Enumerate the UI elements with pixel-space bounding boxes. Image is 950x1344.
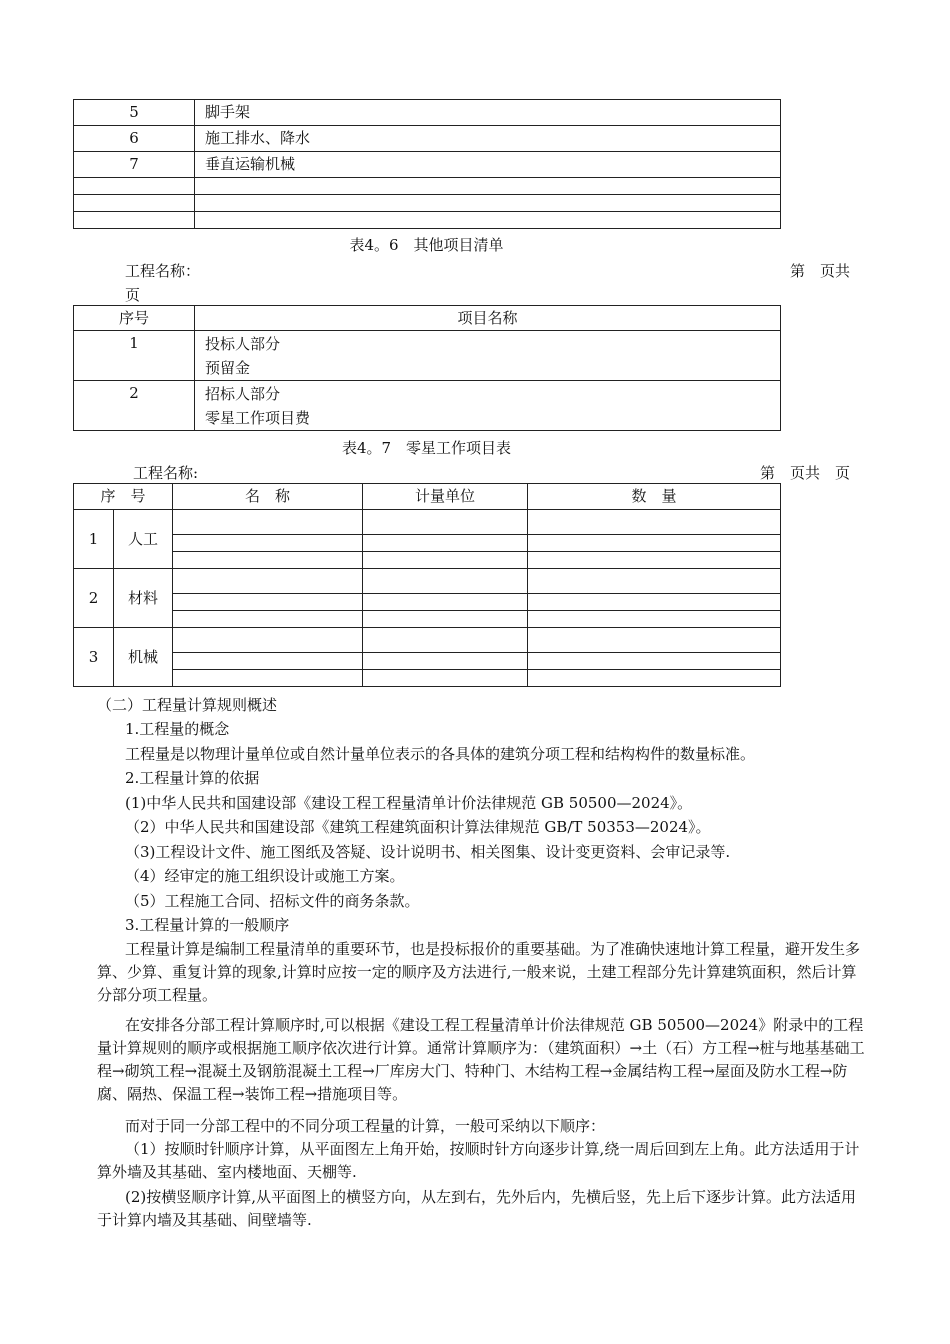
basis-item: （3)工程设计文件、施工图纸及答疑、设计说明书、相关图集、设计变更资料、会审记录等. bbox=[125, 843, 731, 861]
misc-work-table bbox=[73, 483, 781, 687]
row-name bbox=[195, 212, 781, 229]
basis-item: （4）经审定的施工组织设计或施工方案。 bbox=[125, 867, 405, 885]
table-caption-4-6: 表4。6 其他项目清单 bbox=[349, 236, 504, 254]
project-name-label: 工程名称： bbox=[125, 262, 201, 280]
name-cell bbox=[173, 670, 363, 687]
table-row bbox=[74, 152, 781, 178]
name-cell bbox=[173, 594, 363, 611]
name-cell bbox=[173, 653, 363, 670]
row-name bbox=[195, 381, 781, 431]
table-row bbox=[74, 212, 781, 229]
quantity-cell bbox=[528, 653, 781, 670]
unit-cell bbox=[363, 552, 528, 569]
table-header-row bbox=[74, 484, 781, 510]
row-line: 招标人部分 bbox=[205, 384, 281, 403]
header-number: 序 号 bbox=[74, 484, 173, 510]
row-name: 施工排水、降水 bbox=[195, 126, 781, 152]
paragraph-clockwise: （1）按顺时针顺序计算，从平面图左上角开始，按顺时针方向逐步计算,绕一周后回到左上角。此方法适用于计算外墙及其基础、室内楼地面、天棚等. bbox=[97, 1140, 860, 1181]
row-line: 零星工作项目费 bbox=[205, 408, 311, 427]
name-cell bbox=[173, 628, 363, 653]
page-number-label: 第 页共 bbox=[790, 262, 851, 280]
unit-cell bbox=[363, 611, 528, 628]
table-row bbox=[74, 195, 781, 212]
other-items-table bbox=[73, 305, 781, 431]
group-number: 2 bbox=[74, 569, 114, 628]
quantity-cell bbox=[528, 670, 781, 687]
row-number: 5 bbox=[74, 100, 195, 126]
row-number: 2 bbox=[74, 381, 195, 431]
table-row bbox=[74, 510, 781, 535]
table-row bbox=[74, 670, 781, 687]
row-number: 7 bbox=[74, 152, 195, 178]
table-row bbox=[74, 100, 781, 126]
row-number: 1 bbox=[74, 331, 195, 381]
paragraph-calc-sequence: 在安排各分部工程计算顺序时,可以根据《建设工程工程量清单计价法律规范 GB 50500—2024》附录中的工程量计算规则的顺序或根据施工顺序依次进行计算。通常计算顺序为：（建筑面积）→土（石）方工程→桩与地基基础工程→砌筑工程→混凝土及钢筋混凝土工程→厂库房大门、特种门、木结构工程→金属结构工程→屋面及防水工程→防腐、隔热、保温工程→装饰工程→措施项目等。 bbox=[97, 1016, 865, 1103]
measures-table bbox=[73, 99, 781, 229]
quantity-cell bbox=[528, 510, 781, 535]
table-row bbox=[74, 331, 781, 381]
header-number: 序号 bbox=[74, 306, 195, 331]
quantity-cell bbox=[528, 535, 781, 552]
table-row bbox=[74, 535, 781, 552]
unit-cell bbox=[363, 628, 528, 653]
table-row bbox=[74, 569, 781, 594]
page-number-label-tail: 页 bbox=[125, 286, 141, 304]
row-number: 6 bbox=[74, 126, 195, 152]
table-header-row bbox=[74, 306, 781, 331]
paragraph-horizontal-vertical: (2)按横竖顺序计算,从平面图上的横竖方向，从左到右，先外后内，先横后竖，先上后下逐步计算。此方法适用于计算内墙及其基础、间壁墙等. bbox=[97, 1188, 857, 1229]
row-number bbox=[74, 178, 195, 195]
basis-item: （2）中华人民共和国建设部《建筑工程建筑面积计算法律规范 GB/T 50353—2024》。 bbox=[125, 818, 711, 836]
row-name: 脚手架 bbox=[195, 100, 781, 126]
row-number bbox=[74, 195, 195, 212]
table-row bbox=[74, 594, 781, 611]
group-number: 1 bbox=[74, 510, 114, 569]
group-label: 材料 bbox=[114, 569, 173, 628]
unit-cell bbox=[363, 510, 528, 535]
basis-item: (1)中华人民共和国建设部《建设工程工程量清单计价法律规范 GB 50500—2024》。 bbox=[125, 794, 693, 812]
row-line: 预留金 bbox=[205, 358, 251, 377]
table-row bbox=[74, 611, 781, 628]
table-row bbox=[74, 126, 781, 152]
header-name: 项目名称 bbox=[195, 306, 781, 331]
table-row bbox=[74, 653, 781, 670]
table-row bbox=[74, 381, 781, 431]
unit-cell bbox=[363, 670, 528, 687]
unit-cell bbox=[363, 535, 528, 552]
quantity-cell bbox=[528, 628, 781, 653]
row-number bbox=[74, 212, 195, 229]
header-unit: 计量单位 bbox=[363, 484, 528, 510]
name-cell bbox=[173, 611, 363, 628]
paragraph-same-division: 而对于同一分部工程中的不同分项工程量的计算，一般可采纳以下顺序： bbox=[125, 1117, 606, 1135]
row-name bbox=[195, 195, 781, 212]
row-name bbox=[195, 178, 781, 195]
heading-basis: 2.工程量计算的依据 bbox=[125, 769, 260, 787]
name-cell bbox=[173, 510, 363, 535]
heading-concept: 1.工程量的概念 bbox=[125, 720, 230, 738]
paragraph-concept: 工程量是以物理计量单位或自然计量单位表示的各具体的建筑分项工程和结构构件的数量标准。 bbox=[125, 745, 756, 763]
unit-cell bbox=[363, 653, 528, 670]
quantity-cell bbox=[528, 594, 781, 611]
unit-cell bbox=[363, 594, 528, 611]
table-caption-4-7: 表4。7 零星工作项目表 bbox=[341, 439, 512, 457]
name-cell bbox=[173, 535, 363, 552]
row-name bbox=[195, 331, 781, 381]
paragraph-order-intro: 工程量计算是编制工程量清单的重要环节，也是投标报价的重要基础。为了准确快速地计算工程量，避开发生多算、少算、重复计算的现象,计算时应按一定的顺序及方法进行,一般来说，土建工程部分先计算建筑面积，然后计算分部分项工程量。 bbox=[97, 940, 861, 1004]
basis-item: （5）工程施工合同、招标文件的商务条款。 bbox=[125, 892, 420, 910]
heading-order: 3.工程量计算的一般顺序 bbox=[125, 916, 290, 934]
group-label: 机械 bbox=[114, 628, 173, 687]
header-quantity: 数 量 bbox=[528, 484, 781, 510]
table-row bbox=[74, 178, 781, 195]
quantity-cell bbox=[528, 611, 781, 628]
page-number-label: 第 页共 页 bbox=[760, 464, 851, 482]
row-name: 垂直运输机械 bbox=[195, 152, 781, 178]
quantity-cell bbox=[528, 552, 781, 569]
name-cell bbox=[173, 552, 363, 569]
group-label: 人工 bbox=[114, 510, 173, 569]
section-title: （二）工程量计算规则概述 bbox=[97, 696, 278, 714]
table-row bbox=[74, 628, 781, 653]
group-number: 3 bbox=[74, 628, 114, 687]
table-row bbox=[74, 552, 781, 569]
project-name-label: 工程名称: bbox=[133, 464, 199, 482]
row-line: 投标人部分 bbox=[205, 334, 281, 353]
quantity-cell bbox=[528, 569, 781, 594]
name-cell bbox=[173, 569, 363, 594]
unit-cell bbox=[363, 569, 528, 594]
header-name: 名 称 bbox=[173, 484, 363, 510]
